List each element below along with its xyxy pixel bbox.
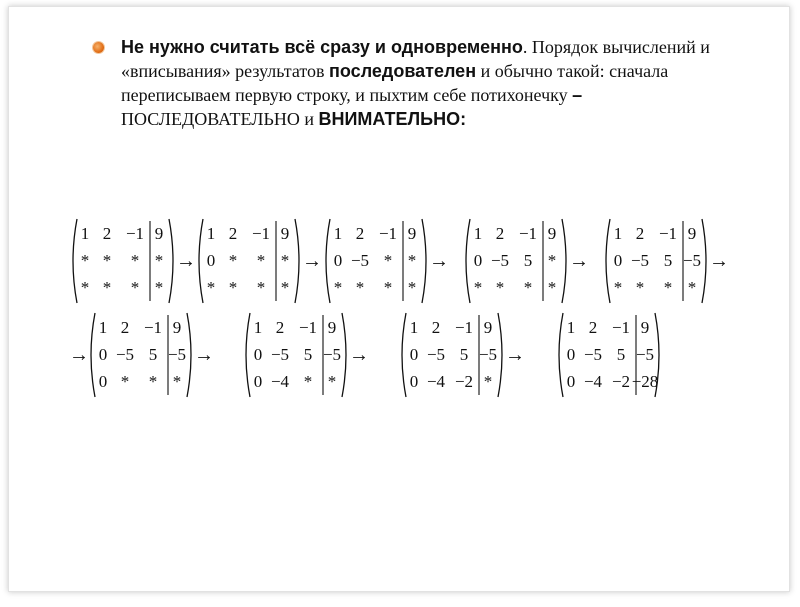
matrix-cell: 1 xyxy=(473,224,483,243)
matrix-cell: * xyxy=(547,251,557,270)
left-paren xyxy=(402,313,406,397)
matrix-cell: * xyxy=(228,251,238,270)
augmented-matrix xyxy=(246,313,346,397)
matrix-cell: 5 xyxy=(303,345,313,364)
matrix-cell: * xyxy=(130,251,140,270)
matrix-cell: −1 xyxy=(518,224,538,243)
augmented-matrix xyxy=(466,219,566,303)
matrix-cell: −1 xyxy=(378,224,398,243)
matrix-cell: * xyxy=(635,278,645,297)
matrix-cell: −1 xyxy=(143,318,163,337)
matrix-cell: * xyxy=(327,372,337,391)
matrix-cell: −5 xyxy=(426,345,446,364)
matrix-cell: 9 xyxy=(687,224,697,243)
matrix-cell: 2 xyxy=(120,318,130,337)
arrow-icon: → xyxy=(569,250,589,272)
matrix-cell: 9 xyxy=(640,318,650,337)
matrix-cell: * xyxy=(80,251,90,270)
matrix-cell: −1 xyxy=(251,224,271,243)
matrix-cell: −4 xyxy=(270,372,290,391)
left-paren xyxy=(326,219,330,303)
left-paren xyxy=(559,313,563,397)
right-paren xyxy=(169,219,173,303)
matrix-cell: 9 xyxy=(547,224,557,243)
matrix-cell: * xyxy=(473,278,483,297)
matrix-cell: * xyxy=(547,278,557,297)
matrix-cell: * xyxy=(663,278,673,297)
text-segment: . Порядок вычислений и «вписывания» результатов xyxy=(121,37,710,81)
matrix-cell: 5 xyxy=(148,345,158,364)
matrix-cell: −5 xyxy=(478,345,498,364)
arrow-icon: → xyxy=(302,250,322,272)
augmented-matrix xyxy=(559,313,659,397)
arrow-icon: → xyxy=(69,344,89,366)
matrix-cell: * xyxy=(130,278,140,297)
matrix-cell: * xyxy=(102,278,112,297)
matrix-cell: 0 xyxy=(473,251,483,270)
matrix-cell: −5 xyxy=(270,345,290,364)
matrix-cell: 0 xyxy=(206,251,216,270)
matrix-cell: −2 xyxy=(454,372,474,391)
matrix-cell: −1 xyxy=(454,318,474,337)
matrix-cell: 9 xyxy=(154,224,164,243)
matrix-cell: 0 xyxy=(566,372,576,391)
matrix-cell: * xyxy=(206,278,216,297)
matrix-cell: −5 xyxy=(115,345,135,364)
matrix-cell: 1 xyxy=(80,224,90,243)
arrow-icon: → xyxy=(505,344,525,366)
matrix-cell: * xyxy=(407,251,417,270)
matrix-cell: −1 xyxy=(658,224,678,243)
matrix-cell: 0 xyxy=(409,345,419,364)
left-paren xyxy=(73,219,77,303)
matrix-cell: 2 xyxy=(355,224,365,243)
matrix-cell: 2 xyxy=(495,224,505,243)
matrix-cell: −5 xyxy=(322,345,342,364)
matrix-cell: −5 xyxy=(583,345,603,364)
matrix-cell: 9 xyxy=(483,318,493,337)
matrix-cell: * xyxy=(228,278,238,297)
text-segment: ПОСЛЕДОВАТЕЛЬНО и xyxy=(121,109,319,129)
matrix-cell: * xyxy=(687,278,697,297)
matrix-cell: −1 xyxy=(611,318,631,337)
matrix-cell: 5 xyxy=(523,251,533,270)
matrix-cell: 0 xyxy=(98,345,108,364)
matrix-cell: 5 xyxy=(459,345,469,364)
matrix-cell: −5 xyxy=(630,251,650,270)
arrow-icon: → xyxy=(349,344,369,366)
matrix-cell: * xyxy=(523,278,533,297)
matrix-cell: * xyxy=(280,278,290,297)
matrix-cell: 2 xyxy=(275,318,285,337)
matrix-transformation-sequence xyxy=(9,7,800,607)
matrix-cell: * xyxy=(80,278,90,297)
left-paren xyxy=(466,219,470,303)
matrix-cell: 5 xyxy=(616,345,626,364)
matrix-cell: −5 xyxy=(635,345,655,364)
bold-text-segment: ВНИМАТЕЛЬНО: xyxy=(318,109,467,129)
matrix-cell: −5 xyxy=(682,251,702,270)
matrix-cell: * xyxy=(154,278,164,297)
arrow-icon: → xyxy=(709,250,729,272)
matrix-cell: 0 xyxy=(98,372,108,391)
matrix-cell: 9 xyxy=(327,318,337,337)
matrix-cell: 1 xyxy=(253,318,263,337)
matrix-cell: −1 xyxy=(125,224,145,243)
matrix-cell: 0 xyxy=(333,251,343,270)
matrix-cell: * xyxy=(303,372,313,391)
bold-text-segment: – xyxy=(572,85,583,105)
matrix-cell: 0 xyxy=(409,372,419,391)
matrix-cell: * xyxy=(355,278,365,297)
left-paren xyxy=(91,313,95,397)
matrix-cell: * xyxy=(613,278,623,297)
augmented-matrix xyxy=(199,219,299,303)
matrix-cell: 0 xyxy=(253,345,263,364)
matrix-cell: * xyxy=(495,278,505,297)
matrix-cell: −5 xyxy=(490,251,510,270)
matrix-cell: * xyxy=(333,278,343,297)
matrix-cell: * xyxy=(383,251,393,270)
augmented-matrix xyxy=(73,219,173,303)
right-paren xyxy=(562,219,566,303)
matrix-cell: 5 xyxy=(663,251,673,270)
arrow-icon: → xyxy=(176,250,196,272)
matrix-cell: 2 xyxy=(635,224,645,243)
matrix-cell: * xyxy=(383,278,393,297)
matrix-cell: 0 xyxy=(566,345,576,364)
matrix-cell: * xyxy=(256,278,266,297)
matrix-cell: 1 xyxy=(566,318,576,337)
matrix-cell: 9 xyxy=(407,224,417,243)
matrix-cell: 0 xyxy=(253,372,263,391)
left-paren xyxy=(606,219,610,303)
arrow-icon: → xyxy=(429,250,449,272)
matrix-cell: −2 xyxy=(611,372,631,391)
matrix-cell: * xyxy=(280,251,290,270)
matrix-cell: * xyxy=(172,372,182,391)
matrix-cell: * xyxy=(154,251,164,270)
matrix-cell: 1 xyxy=(98,318,108,337)
slide xyxy=(8,6,790,592)
arrow-icon: → xyxy=(194,344,214,366)
augmented-matrix xyxy=(326,219,426,303)
augmented-matrix xyxy=(402,313,502,397)
matrix-cell: 1 xyxy=(206,224,216,243)
right-paren xyxy=(702,219,706,303)
right-paren xyxy=(498,313,502,397)
left-paren xyxy=(199,219,203,303)
matrix-cell: 1 xyxy=(333,224,343,243)
matrix-cell: 1 xyxy=(409,318,419,337)
matrix-cell: −28 xyxy=(631,372,659,391)
matrix-cell: −4 xyxy=(426,372,446,391)
matrix-cell: −4 xyxy=(583,372,603,391)
right-paren xyxy=(187,313,191,397)
matrix-cell: * xyxy=(120,372,130,391)
matrix-cell: 1 xyxy=(613,224,623,243)
matrix-cell: 2 xyxy=(588,318,598,337)
matrix-cell: * xyxy=(102,251,112,270)
matrix-cell: * xyxy=(483,372,493,391)
matrix-cell: −5 xyxy=(350,251,370,270)
right-paren xyxy=(422,219,426,303)
matrix-cell: * xyxy=(407,278,417,297)
matrix-cell: 2 xyxy=(431,318,441,337)
right-paren xyxy=(342,313,346,397)
augmented-matrix xyxy=(606,219,706,303)
matrix-cell: 2 xyxy=(228,224,238,243)
matrix-cell: 9 xyxy=(172,318,182,337)
matrix-cell: −1 xyxy=(298,318,318,337)
right-paren xyxy=(295,219,299,303)
text-segment: и обычно такой: сначала переписываем первую строку, и пыхтим себе потихонечку xyxy=(121,61,669,105)
matrix-cell: * xyxy=(256,251,266,270)
matrix-cell: 2 xyxy=(102,224,112,243)
bold-text-segment: Не нужно считать всё сразу и одновременно xyxy=(121,37,523,57)
matrix-cell: 0 xyxy=(613,251,623,270)
left-paren xyxy=(246,313,250,397)
matrix-cell: * xyxy=(148,372,158,391)
matrix-cell: −5 xyxy=(167,345,187,364)
matrix-cell: 9 xyxy=(280,224,290,243)
augmented-matrix xyxy=(91,313,191,397)
bold-text-segment: последователен xyxy=(329,61,477,81)
